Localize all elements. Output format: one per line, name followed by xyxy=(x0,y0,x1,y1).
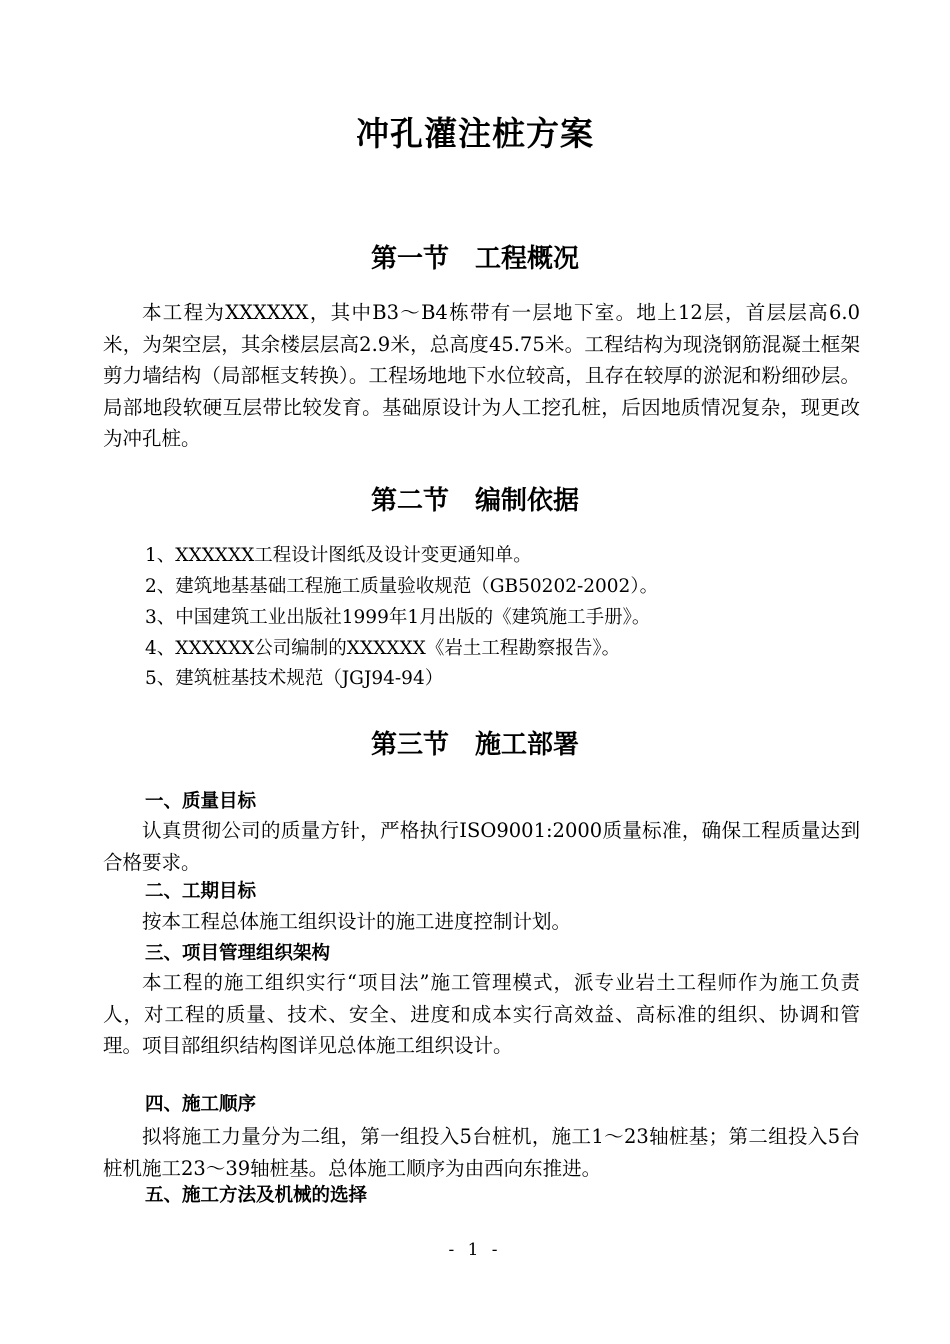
reference-item-2: 2、建筑地基基础工程施工质量验收规范（GB50202-2002）。 xyxy=(145,576,659,597)
section-3-heading: 第三节 施工部署 xyxy=(370,730,579,760)
section-1-heading: 第一节 工程概况 xyxy=(370,244,579,274)
organization-heading: 三、项目管理组织架构 xyxy=(145,943,331,964)
page-number: - 1 - xyxy=(448,1240,502,1260)
reference-item-1: 1、XXXXXX工程设计图纸及设计变更通知单。 xyxy=(145,545,532,566)
method-machinery-heading: 五、施工方法及机械的选择 xyxy=(145,1185,368,1206)
section-1-body: 本工程为XXXXXX，其中B3～B4栋带有一层地下室。地上12层，首层层高6.0米，为架空层，其余楼层层高2.9米，总高度45.75米。工程结构为现浇钢筋混凝土框架剪力墙结构（局部框支转换）。工程场地地下水位较高，且存在较厚的淤泥和粉细砂层。局部地段软硬互层带比较发育。基础原设计为人工挖孔桩，后因地质情况复杂，现更改为冲孔桩。 xyxy=(103,301,860,450)
section-2-heading: 第二节 编制依据 xyxy=(370,486,579,516)
reference-item-3: 3、中国建筑工业出版社1999年1月出版的《建筑施工手册》。 xyxy=(145,607,651,628)
schedule-goal-body: 按本工程总体施工组织设计的施工进度控制计划。 xyxy=(142,910,572,933)
reference-item-5: 5、建筑桩基技术规范（JGJ94-94） xyxy=(145,668,444,689)
schedule-goal-heading: 二、工期目标 xyxy=(145,881,257,902)
construction-sequence-body: 拟将施工力量分为二组，第一组投入5台桩机，施工1～23轴桩基；第二组投入5台桩机施工23～39轴桩基。总体施工顺序为由西向东推进。 xyxy=(103,1125,860,1180)
construction-sequence-heading: 四、施工顺序 xyxy=(145,1094,257,1115)
quality-goal-body: 认真贯彻公司的质量方针，严格执行ISO9001:2000质量标准，确保工程质量达到合格要求。 xyxy=(103,819,860,874)
organization-body: 本工程的施工组织实行“项目法”施工管理模式，派专业岩土工程师作为施工负责人，对工程的质量、技术、安全、进度和成本实行高效益、高标准的组织、协调和管理。项目部组织结构图详见总体施工组织设计。 xyxy=(103,971,860,1057)
document-title: 冲孔灌注桩方案 xyxy=(356,114,594,153)
reference-item-4: 4、XXXXXX公司编制的XXXXXX《岩土工程勘察报告》。 xyxy=(145,638,621,659)
quality-goal-heading: 一、质量目标 xyxy=(145,791,257,812)
